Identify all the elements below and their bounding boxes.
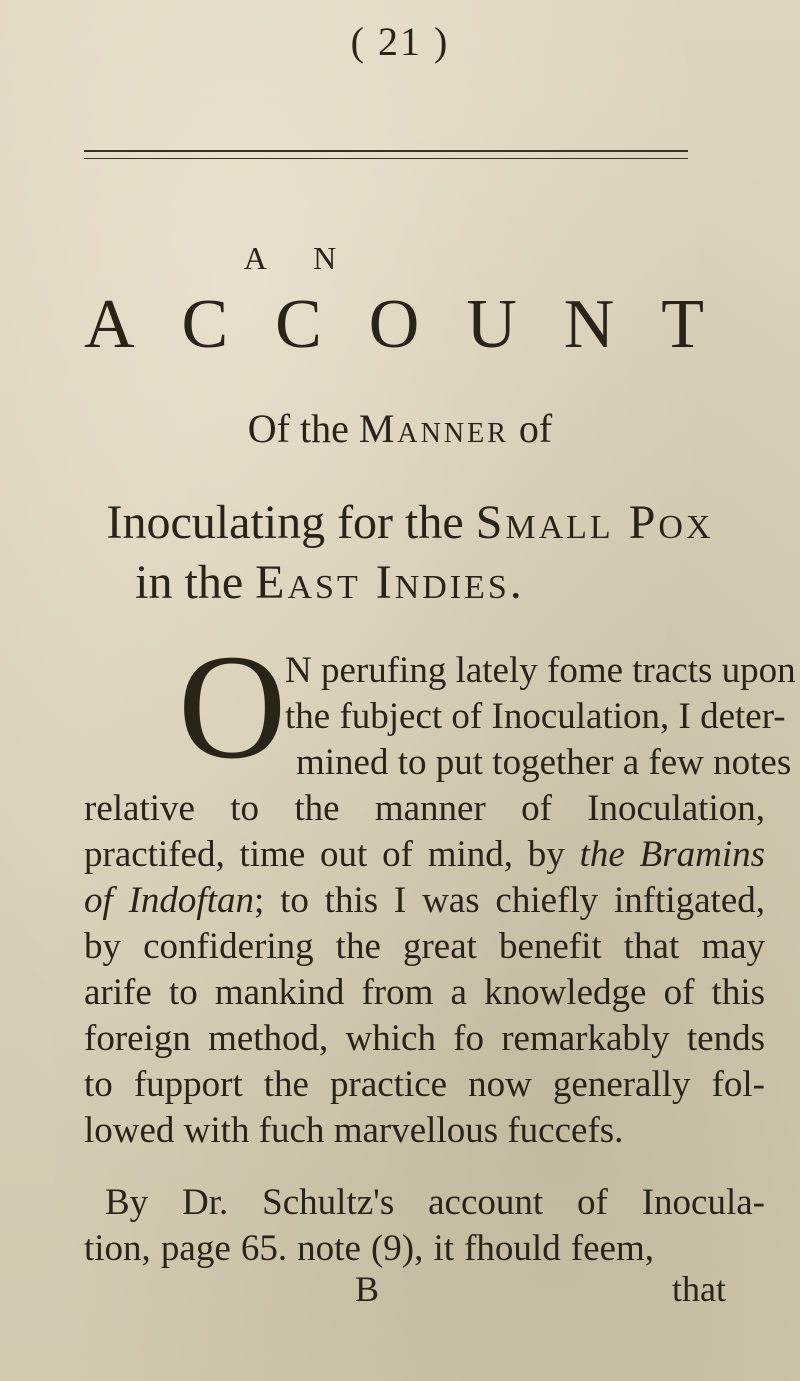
text-line xyxy=(84,878,765,924)
title-of-the: Of the xyxy=(247,406,349,451)
text-segment-italic: the Bramins xyxy=(579,834,765,875)
drop-cap: O xyxy=(178,624,287,790)
title-letter: O xyxy=(368,286,420,363)
title-letter: U xyxy=(466,286,517,363)
title-letter: A xyxy=(84,286,135,363)
title-in-the: in the xyxy=(135,556,244,609)
text-line: to fupport the practice now generally fol- xyxy=(84,1064,765,1105)
text-line: lowed with fuch marvellous fuccefs. xyxy=(84,1110,624,1151)
title-an: A N xyxy=(243,240,357,276)
title-letter: C xyxy=(275,286,322,363)
title-of: of xyxy=(518,406,553,451)
text-line: arife to mankind from a knowledge of this xyxy=(84,972,765,1013)
text-line: By Dr. Schultz's account of Inocula- xyxy=(105,1182,765,1223)
text-line: by confidering the great benefit that may xyxy=(84,926,765,967)
text-line xyxy=(84,832,765,878)
catchword: that xyxy=(672,1269,726,1309)
title-inoculating xyxy=(50,495,770,550)
title-east-indies-line xyxy=(50,555,610,610)
text-line: N perufing lately fome tracts upon xyxy=(285,650,796,691)
text-line: foreign method, which fo remarkably tends xyxy=(84,1018,765,1059)
title-of-the-manner xyxy=(0,405,800,452)
title-account xyxy=(84,285,704,365)
title-letter: C xyxy=(181,286,229,363)
header-rule-thin xyxy=(84,158,688,159)
text-segment-italic: of Indoftan xyxy=(84,880,254,921)
title-inoculating-for-the: Inoculating for the xyxy=(106,496,464,549)
title-east-indies: East Indies. xyxy=(255,556,525,609)
title-small-pox: Small Pox xyxy=(475,496,714,549)
header-rule-thick xyxy=(84,150,688,152)
text-segment: practifed, time out of mind, by xyxy=(84,834,565,875)
text-line: relative to the manner of Inoculation, xyxy=(84,788,765,829)
text-line: mined to put together a few notes xyxy=(296,742,792,783)
title-letter: N xyxy=(563,286,615,363)
page-number: ( 21 ) xyxy=(350,19,450,64)
text-line: the fubject of Inoculation, I deter- xyxy=(285,696,786,737)
text-segment: ; to this I was chiefly inftigated, xyxy=(253,880,765,921)
signature-mark: B xyxy=(355,1269,380,1309)
text-line: tion, page 65. note (9), it fhould feem, xyxy=(84,1228,654,1269)
title-manner: Manner xyxy=(358,406,509,451)
title-letter: T xyxy=(661,286,704,363)
